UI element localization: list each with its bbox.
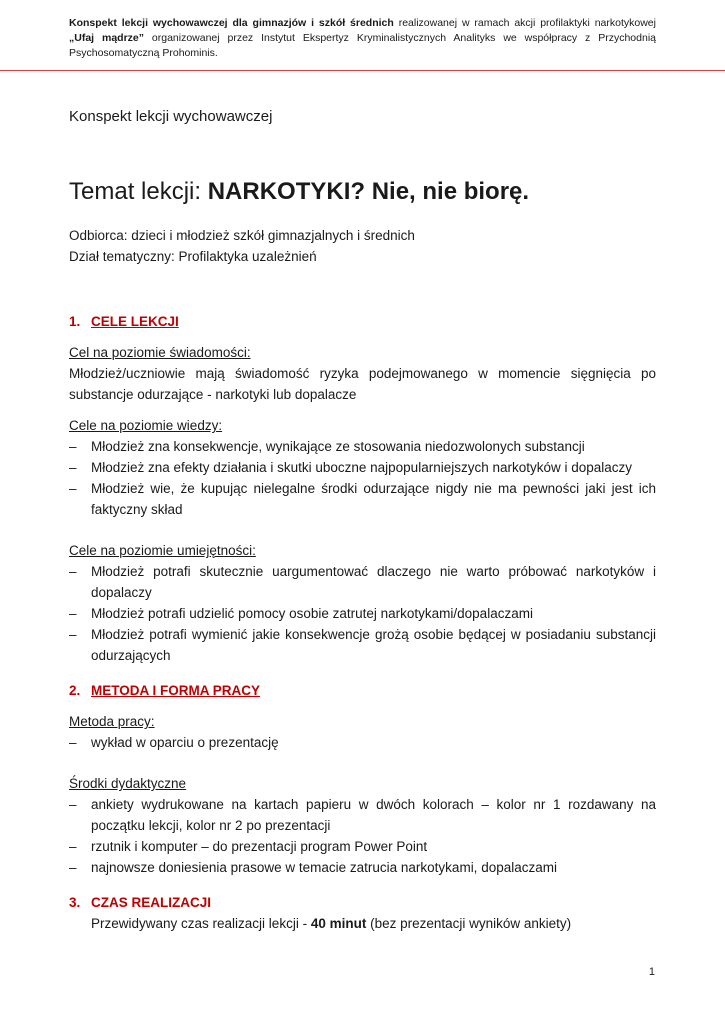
title-prefix: Temat lekcji: — [69, 178, 208, 205]
awareness-heading: Cel na poziomie świadomości: — [69, 345, 251, 360]
title-main: NARKOTYKI? Nie, nie biorę. — [207, 178, 530, 205]
teaching-aids-list — [69, 794, 656, 878]
teaching-aids-heading: Środki dydaktyczne — [69, 776, 187, 791]
awareness-text: Młodzież/uczniowie mają świadomość ryzyka podejmowanego w momencie sięgnięcia po substancje odurzające - narkotyki lub dopalacze — [69, 366, 656, 402]
knowledge-list — [69, 436, 656, 520]
list-item-text: Młodzież zna efekty działania i skutki uboczne najpopularniejszych narkotyków i dopalaczy — [91, 460, 633, 475]
section-2-number: 2. — [69, 683, 81, 698]
section-3-heading — [69, 892, 656, 913]
section-1-label: CELE LEKCJI — [91, 314, 179, 329]
list-item-text: Młodzież potrafi udzielić pomocy osobie zatrutej narkotykami/dopalaczami — [91, 606, 533, 621]
list-item — [69, 732, 656, 753]
dash-marker: – — [69, 481, 77, 496]
section-3-number: 3. — [69, 895, 81, 910]
document-body — [69, 106, 656, 934]
list-item — [69, 603, 656, 624]
document-subtitle: Konspekt lekcji wychowawczej — [69, 108, 273, 125]
document-title — [69, 177, 656, 207]
dash-marker: – — [69, 797, 77, 812]
list-item-text: Młodzież potrafi skutecznie uargumentować dlaczego nie warto próbować narkotyków i dopalaczy — [91, 564, 656, 600]
list-item-text: rzutnik i komputer – do prezentacji program Power Point — [91, 839, 428, 854]
duration-value: 40 minut — [310, 916, 367, 931]
header-campaign-name: „Ufaj mądrze” — [69, 32, 144, 44]
header-organizer-text: organizowanej przez Instytut Ekspertyz Kryminalistycznych Analityks we współpracy z Przychodnią Psychosomatyczną Prohominis. — [69, 32, 656, 59]
skills-goals-group — [69, 540, 656, 666]
dash-marker: – — [69, 460, 77, 475]
awareness-goal-group — [69, 342, 656, 405]
page-header — [69, 16, 656, 61]
lesson-duration — [69, 913, 656, 934]
section-2-heading — [69, 680, 656, 701]
list-item-text: wykład w oparciu o prezentację — [91, 735, 279, 750]
duration-suffix: (bez prezentacji wyników ankiety) — [366, 916, 572, 931]
header-bold-title: Konspekt lekcji wychowawczej dla gimnazjów i szkół średnich — [69, 17, 394, 29]
section-3-label: CZAS REALIZACJI — [91, 895, 212, 910]
thematic-area-line: Dział tematyczny: Profilaktyka uzależnień — [69, 249, 317, 264]
list-item-text: Młodzież zna konsekwencje, wynikające ze stosowania niedozwolonych substancji — [91, 439, 585, 454]
audience-line: Odbiorca: dzieci i młodzież szkół gimnazjalnych i średnich — [69, 228, 415, 243]
list-item-text: Młodzież potrafi wymienić jakie konsekwencje grożą osobie będącej w posiadaniu substancji odurzających — [91, 627, 656, 663]
list-item — [69, 457, 656, 478]
skills-list — [69, 561, 656, 666]
duration-prefix: Przewidywany czas realizacji lekcji - — [91, 916, 311, 931]
method-heading: Metoda pracy: — [69, 714, 155, 729]
list-item-text: najnowsze doniesienia prasowe w temacie zatrucia narkotykami, dopalaczami — [91, 860, 557, 875]
dash-marker: – — [69, 606, 77, 621]
list-item-text: ankiety wydrukowane na kartach papieru w dwóch kolorach – kolor nr 1 rozdawany na początku lekcji, kolor nr 2 po prezentacji — [91, 797, 656, 833]
dash-marker: – — [69, 735, 77, 750]
knowledge-heading: Cele na poziomie wiedzy: — [69, 418, 223, 433]
dash-marker: – — [69, 439, 77, 454]
list-item — [69, 624, 656, 666]
method-group — [69, 711, 656, 753]
list-item — [69, 794, 656, 836]
dash-marker: – — [69, 564, 77, 579]
teaching-aids-group — [69, 773, 656, 878]
list-item — [69, 436, 656, 457]
section-2-label: METODA I FORMA PRACY — [91, 683, 261, 698]
list-item-text: Młodzież wie, że kupując nielegalne środki odurzające nigdy nie ma pewności jaki jest ich faktyczny skład — [91, 481, 656, 517]
page-number: 1 — [648, 966, 655, 978]
skills-heading: Cele na poziomie umiejętności: — [69, 543, 256, 558]
section-1-number: 1. — [69, 314, 81, 329]
list-item — [69, 857, 656, 878]
dash-marker: – — [69, 860, 77, 875]
list-item — [69, 561, 656, 603]
dash-marker: – — [69, 839, 77, 854]
section-1-heading — [69, 311, 656, 332]
meta-block — [69, 225, 656, 267]
header-divider — [0, 70, 725, 71]
list-item — [69, 478, 656, 520]
method-list — [69, 732, 656, 753]
dash-marker: – — [69, 627, 77, 642]
list-item — [69, 836, 656, 857]
knowledge-goals-group — [69, 415, 656, 520]
header-text: realizowanej w ramach akcji profilaktyki narkotykowej — [393, 17, 656, 29]
